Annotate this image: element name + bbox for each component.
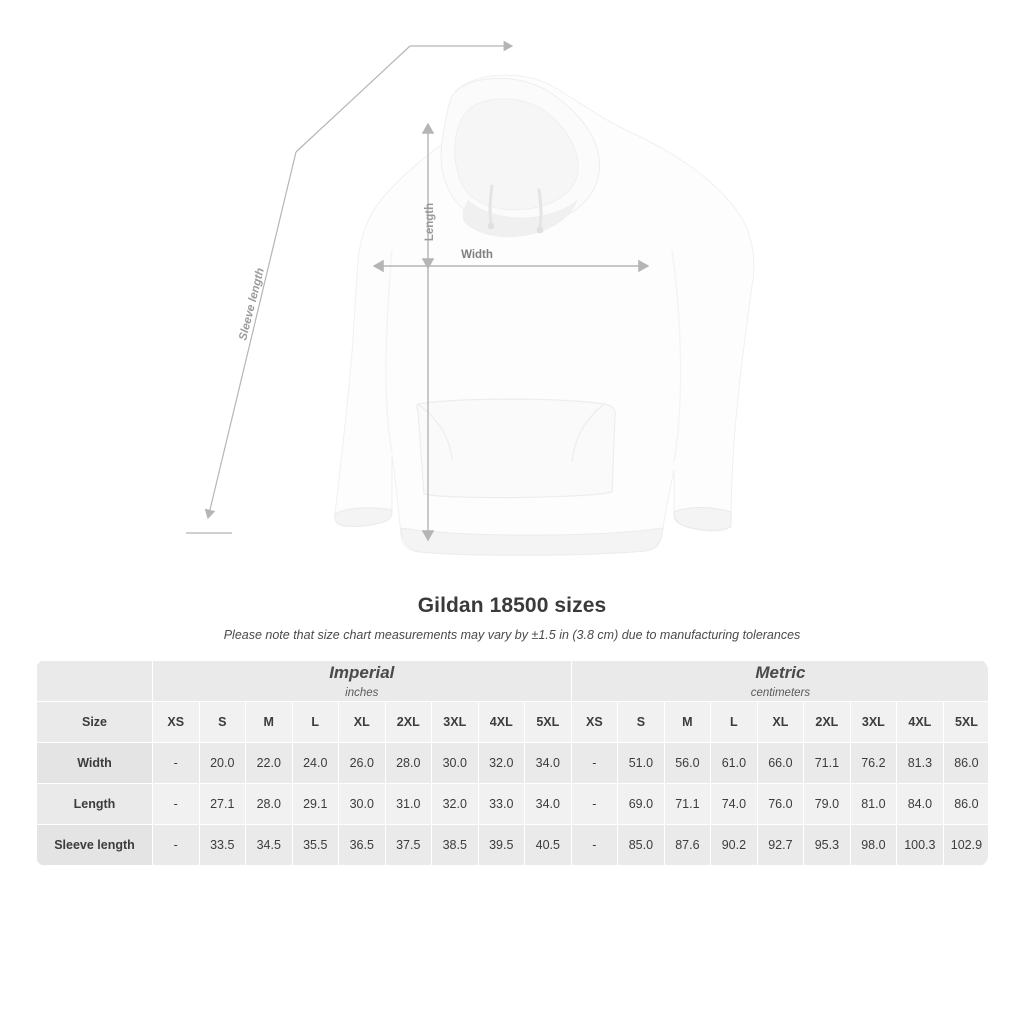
cell-width-imp-s: 20.0 [199,743,246,784]
cell-length-imp-3xl: 32.0 [432,784,479,825]
cell-sleeve-met-3xl: 98.0 [850,825,897,866]
cell-sleeve-met-xs: - [571,825,618,866]
cell-width-imp-2xl: 28.0 [385,743,432,784]
length-label: Length [424,202,436,242]
cell-sleeve-met-5xl: 102.9 [943,825,988,866]
size-label-cell: Size [37,702,153,743]
cell-width-imp-4xl: 32.0 [478,743,525,784]
size-header-metric-l: L [711,702,758,743]
cell-sleeve-met-l: 90.2 [711,825,758,866]
table-row [37,743,989,784]
width-label: Width [461,249,493,261]
tolerance-note: Please note that size chart measurements may vary by ±1.5 in (3.8 cm) due to manufacturing tolerances [223,628,801,642]
cell-width-met-5xl: 86.0 [943,743,988,784]
cell-width-met-2xl: 71.1 [804,743,851,784]
cell-sleeve-imp-xl: 36.5 [339,825,386,866]
size-header-imperial-5xl: 5XL [525,702,572,743]
cell-length-met-2xl: 79.0 [804,784,851,825]
unit-name-imperial: Imperial [329,663,395,682]
size-header-metric-m: M [664,702,711,743]
cell-length-met-xs: - [571,784,618,825]
row-label-length: Length [37,784,153,825]
size-header-imperial-s: S [199,702,246,743]
cell-sleeve-met-xl: 92.7 [757,825,804,866]
cell-length-imp-xl: 30.0 [339,784,386,825]
size-header-imperial-xl: XL [339,702,386,743]
cell-sleeve-imp-s: 33.5 [199,825,246,866]
cell-sleeve-met-4xl: 100.3 [897,825,944,866]
size-header-metric-5xl: 5XL [943,702,988,743]
unit-header-metric [571,661,988,702]
size-header-imperial-2xl: 2XL [385,702,432,743]
size-chart-table [36,660,988,866]
cell-width-imp-l: 24.0 [292,743,339,784]
cell-length-met-xl: 76.0 [757,784,804,825]
unit-sub-metric: centimeters [750,687,811,699]
cell-sleeve-imp-xs: - [153,825,200,866]
size-header-imperial-xs: XS [153,702,200,743]
size-header-imperial-4xl: 4XL [478,702,525,743]
cell-length-imp-2xl: 31.0 [385,784,432,825]
cell-width-imp-3xl: 30.0 [432,743,479,784]
title-block [0,594,1024,642]
unit-header-row [37,661,989,702]
size-header-metric-xl: XL [757,702,804,743]
cell-width-imp-xl: 26.0 [339,743,386,784]
unit-name-metric: Metric [755,663,806,682]
table-row [37,825,989,866]
cell-sleeve-met-s: 85.0 [618,825,665,866]
cell-sleeve-met-m: 87.6 [664,825,711,866]
cell-sleeve-imp-l: 35.5 [292,825,339,866]
corner-cell [37,661,153,702]
unit-sub-imperial: inches [345,687,379,699]
cell-length-imp-xs: - [153,784,200,825]
row-label-sleeve-length: Sleeve length [37,825,153,866]
cell-width-met-m: 56.0 [664,743,711,784]
cell-length-met-l: 74.0 [711,784,758,825]
table-row [37,784,989,825]
size-header-imperial-m: M [246,702,293,743]
sleeve-length-label: Sleeve length [237,266,267,342]
cell-sleeve-imp-5xl: 40.5 [525,825,572,866]
cell-width-met-s: 51.0 [618,743,665,784]
hoodie-shape [335,75,754,555]
cell-length-imp-s: 27.1 [199,784,246,825]
cell-length-imp-5xl: 34.0 [525,784,572,825]
size-header-metric-2xl: 2XL [804,702,851,743]
page-title: Gildan 18500 sizes [417,594,607,617]
cell-width-met-l: 61.0 [711,743,758,784]
cell-width-met-3xl: 76.2 [850,743,897,784]
cell-length-met-3xl: 81.0 [850,784,897,825]
cell-width-imp-xs: - [153,743,200,784]
size-header-metric-3xl: 3XL [850,702,897,743]
cell-sleeve-imp-4xl: 39.5 [478,825,525,866]
row-label-width: Width [37,743,153,784]
cell-length-imp-4xl: 33.0 [478,784,525,825]
cell-sleeve-imp-3xl: 38.5 [432,825,479,866]
cell-width-met-4xl: 81.3 [897,743,944,784]
cell-width-imp-5xl: 34.0 [525,743,572,784]
cell-sleeve-imp-2xl: 37.5 [385,825,432,866]
cell-length-met-m: 71.1 [664,784,711,825]
cell-length-imp-m: 28.0 [246,784,293,825]
cell-length-met-4xl: 84.0 [897,784,944,825]
cell-sleeve-imp-m: 34.5 [246,825,293,866]
size-header-imperial-l: L [292,702,339,743]
size-header-metric-s: S [618,702,665,743]
size-header-row [37,702,989,743]
size-header-metric-xs: XS [571,702,618,743]
cell-width-met-xs: - [571,743,618,784]
size-header-imperial-3xl: 3XL [432,702,479,743]
size-chart-table-wrap [36,660,988,866]
unit-header-imperial [153,661,572,702]
cell-sleeve-met-2xl: 95.3 [804,825,851,866]
cell-width-met-xl: 66.0 [757,743,804,784]
cell-length-met-5xl: 86.0 [943,784,988,825]
cell-length-met-s: 69.0 [618,784,665,825]
cell-length-imp-l: 29.1 [292,784,339,825]
cell-width-imp-m: 22.0 [246,743,293,784]
size-header-metric-4xl: 4XL [897,702,944,743]
